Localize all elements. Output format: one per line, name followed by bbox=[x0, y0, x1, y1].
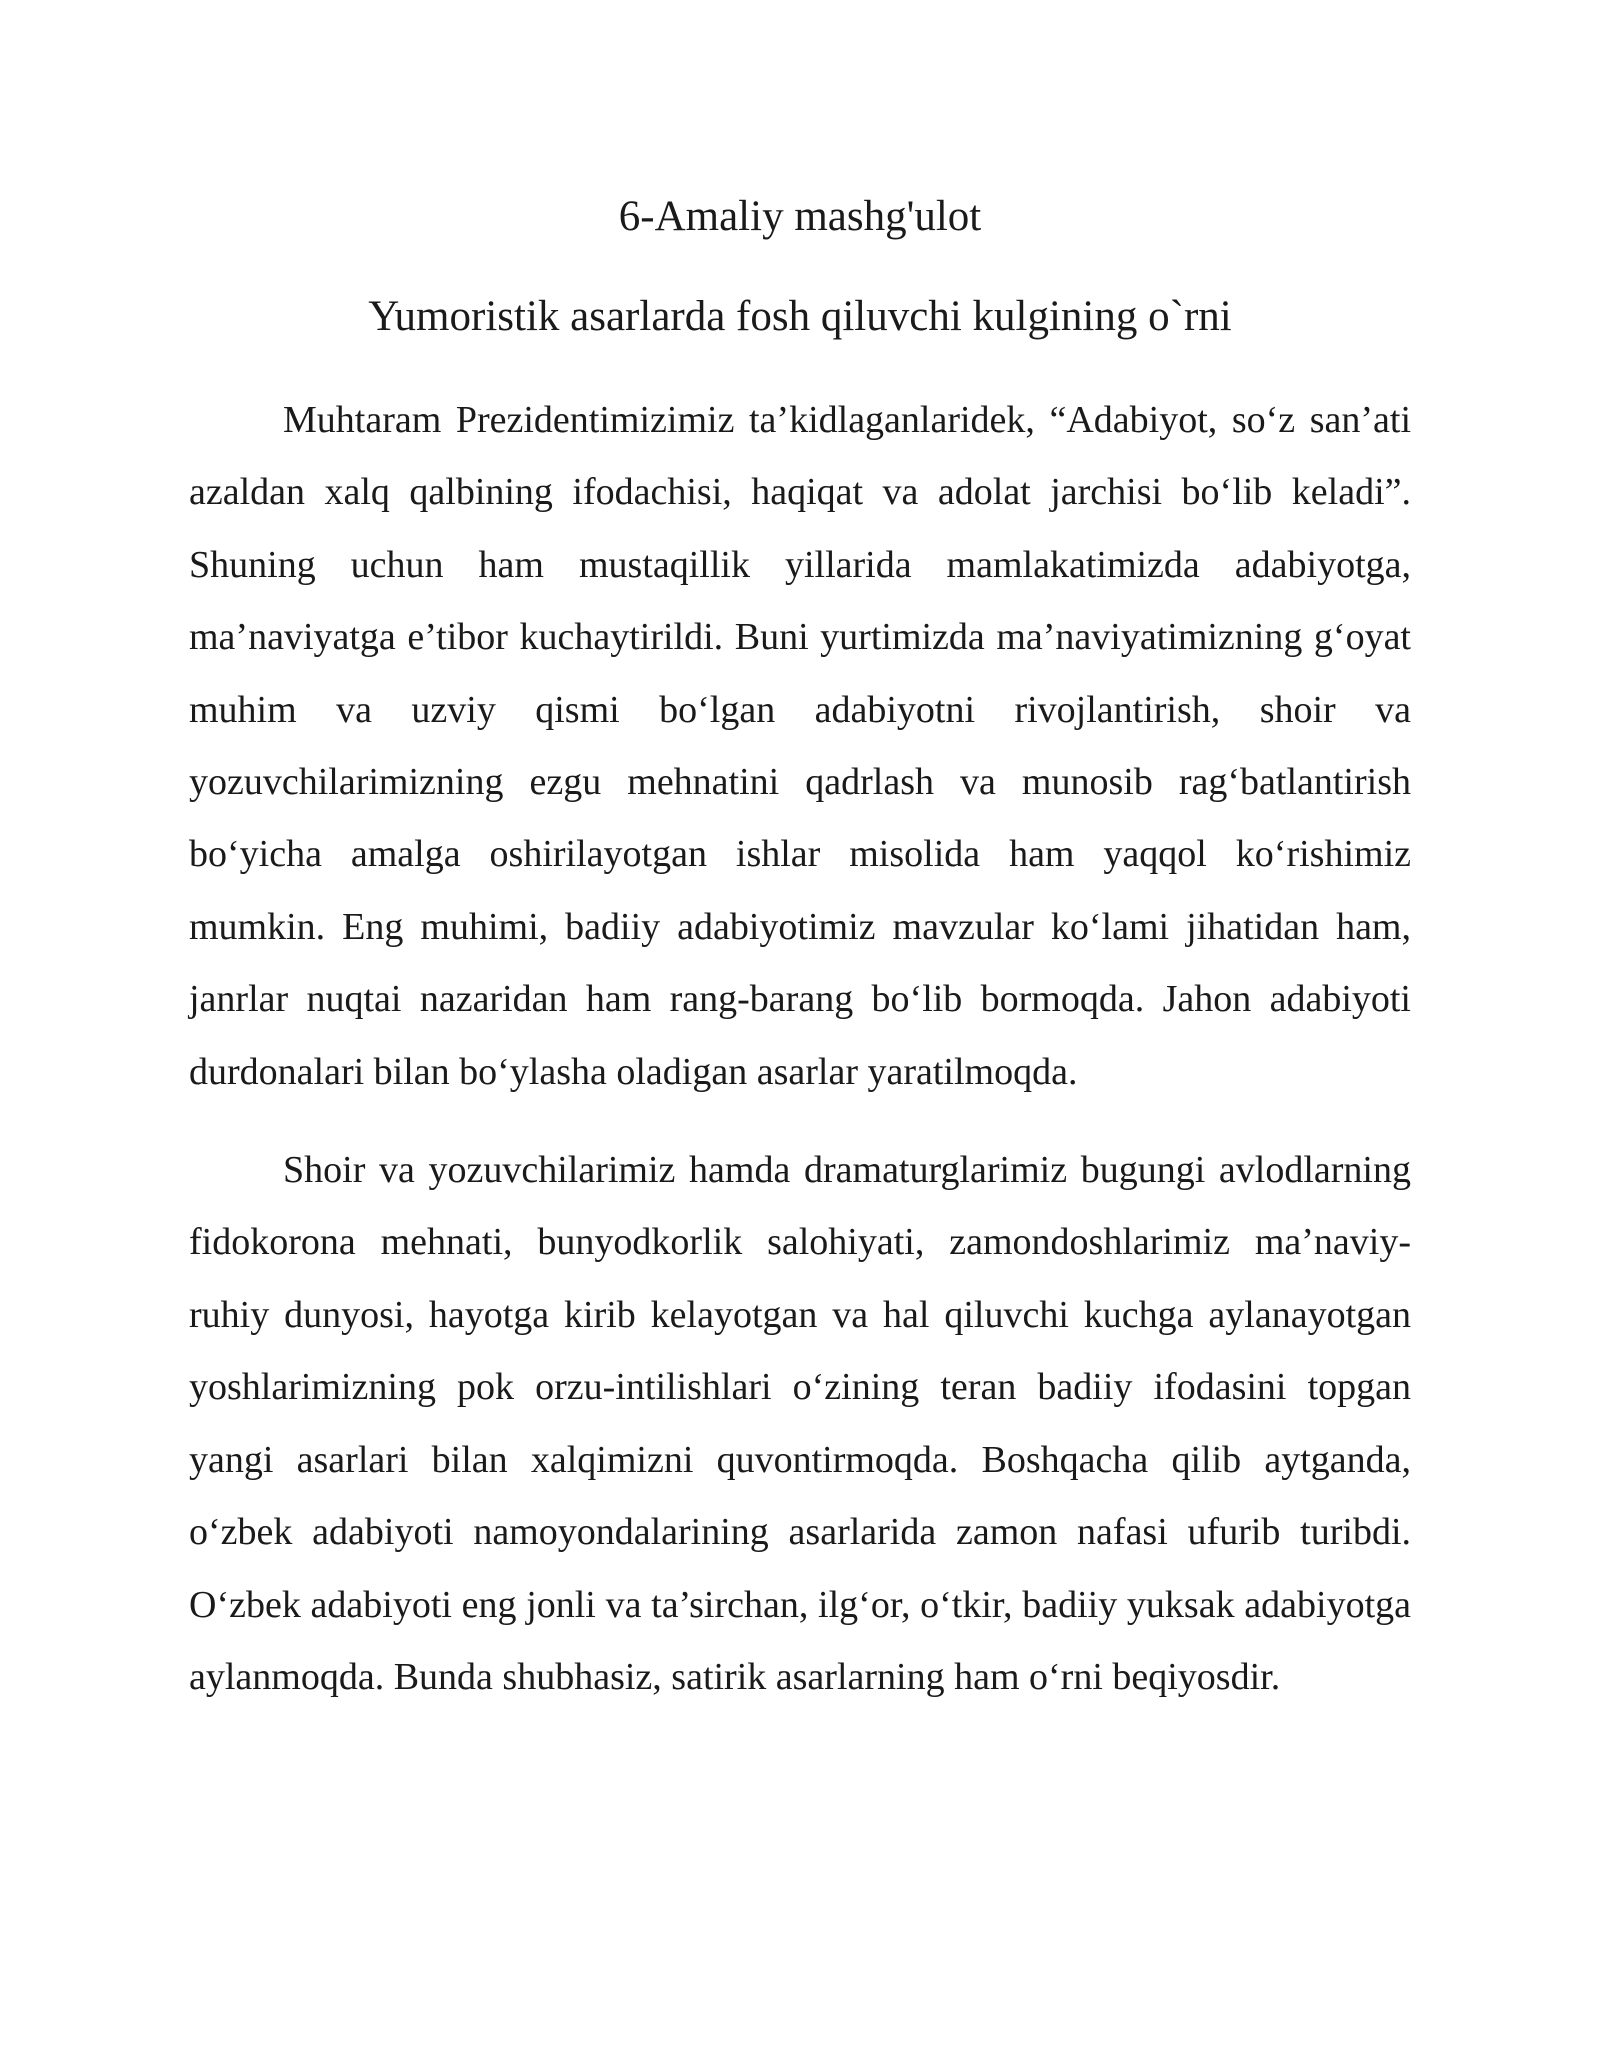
page-title: 6-Amaliy mashg'ulot bbox=[618, 193, 982, 240]
page-subtitle: Yumoristik asarlarda fosh qiluvchi kulgining o`rni bbox=[368, 293, 1232, 340]
paragraph-1: Muhtaram Prezidentimizimiz ta’kidlaganlaridek, “Adabiyot, so‘z san’ati azaldan xalq qalbining ifodachisi, haqiqat va adolat jarchisi bo‘lib keladi”. Shuning uchun ham mustaqillik yillarida mamlakatimizda adabiyotga, ma’naviyatga e’tibor kuchaytirildi. Buni yurtimizda ma’naviyatimizning g‘oyat muhim va uzviy qismi bo‘lgan adabiyotni rivojlantirish, shoir va yozuvchilarimizning ezgu mehnatini qadrlash va munosib rag‘batlantirish bo‘yicha amalga oshirilayotgan ishlar misolida ham yaqqol ko‘rishimiz mumkin. Eng muhimi, badiiy adabiyotimiz mavzular ko‘lami jihatidan ham, janrlar nuqtai nazaridan ham rang-barang bo‘lib bormoqda. Jahon adabiyoti durdonalari bilan bo‘ylasha oladigan asarlar yaratilmoqda. bbox=[189, 399, 1411, 1093]
document-body bbox=[189, 188, 1411, 1713]
paragraph-2: Shoir va yozuvchilarimiz hamda dramaturglarimiz bugungi avlodlarning fidokorona mehnati, bunyodkorlik salohiyati, zamondoshlarimiz ma’naviy-ruhiy dunyosi, hayotga kirib kelayotgan va hal qiluvchi kuchga aylanayotgan yoshlarimizning pok orzu-intilishlari o‘zining teran badiiy ifodasini topgan yangi asarlari bilan xalqimizni quvontirmoqda. Boshqacha qilib aytganda, o‘zbek adabiyoti namoyondalarining asarlarida zamon nafasi ufurib turibdi. O‘zbek adabiyoti eng jonli va ta’sirchan, ilg‘or, o‘tkir, badiiy yuksak adabiyotga aylanmoqda. Bunda shubhasiz, satirik asarlarning ham o‘rni beqiyosdir. bbox=[189, 1149, 1411, 1698]
